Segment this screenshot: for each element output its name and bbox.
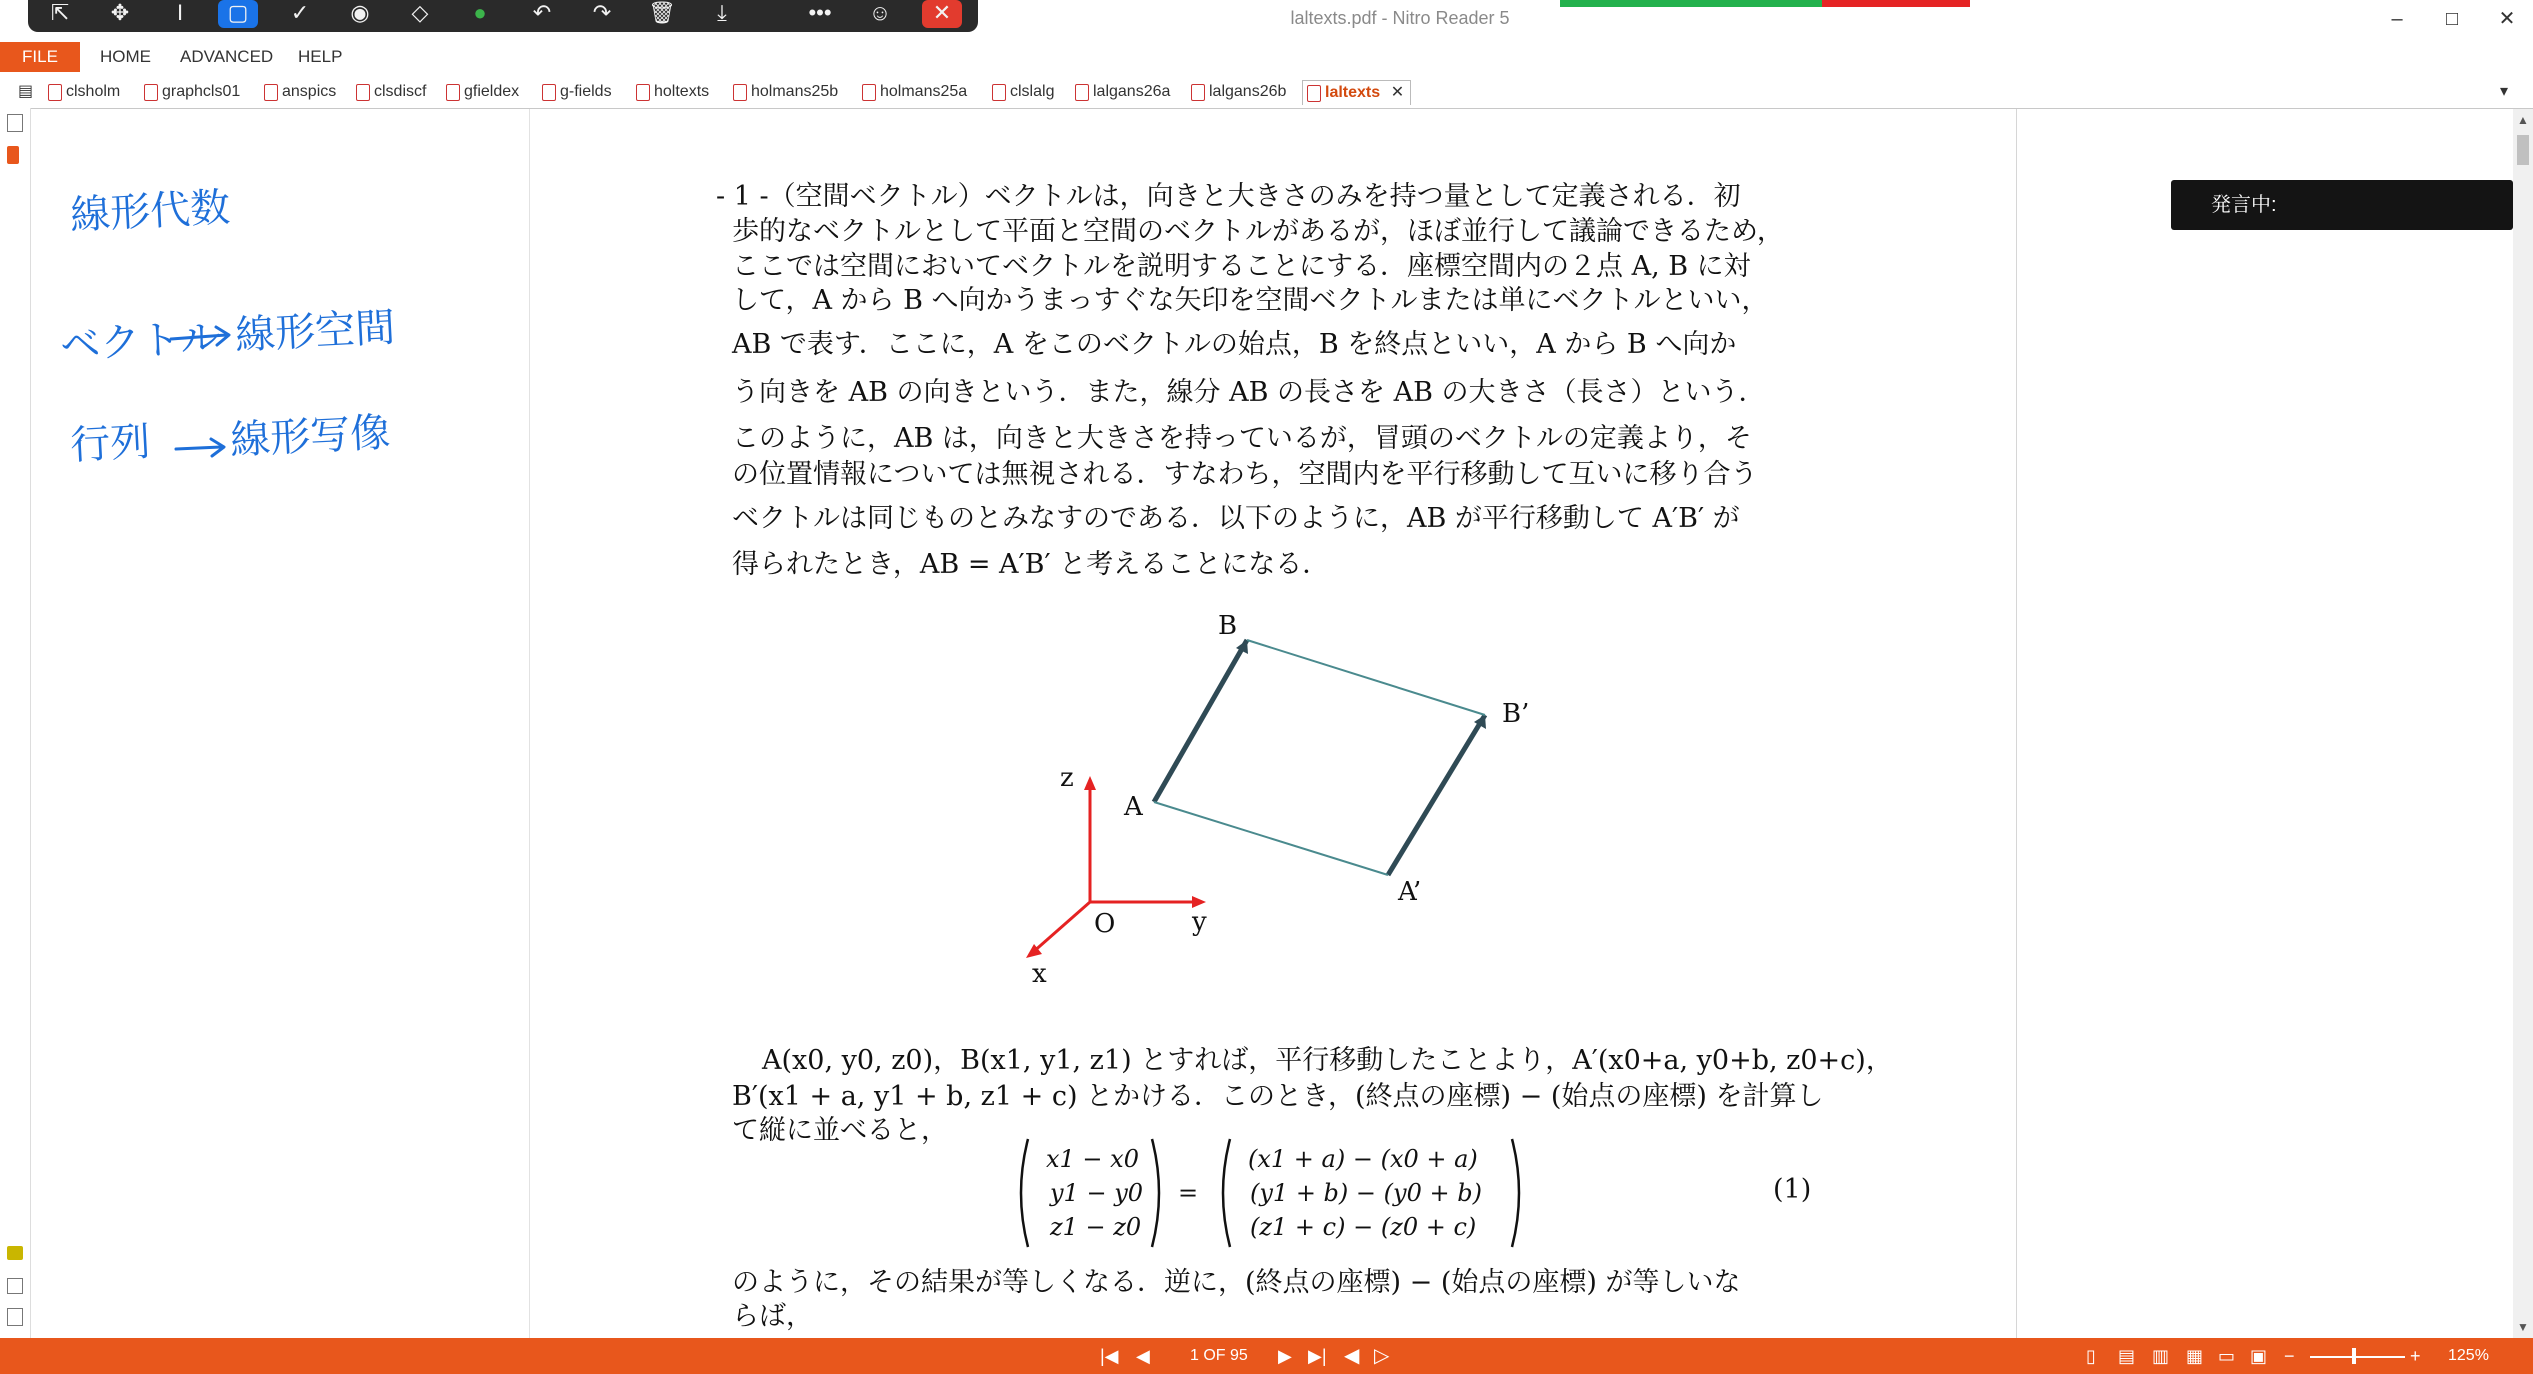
pdf-icon <box>356 84 370 101</box>
tab-label: holmans25a <box>880 83 968 100</box>
text-line: らば， <box>732 1301 813 1332</box>
scroll-up-icon[interactable]: ▲ <box>2517 113 2529 127</box>
pdf-icon <box>636 84 650 101</box>
left-paren-icon <box>1223 1139 1230 1247</box>
tab-label: clslalg <box>1010 83 1055 100</box>
undo-icon[interactable]: ↶ <box>532 0 552 25</box>
layers-panel-icon[interactable] <box>7 1308 23 1326</box>
pages-panel-icon[interactable] <box>7 114 23 132</box>
tab-clsholm[interactable] <box>44 80 120 104</box>
tab-holmans25a[interactable] <box>858 80 967 104</box>
document-tabs <box>0 76 2533 108</box>
vector-a2b2 <box>1388 715 1485 875</box>
left-paren-icon <box>1021 1139 1028 1247</box>
advanced-menu[interactable]: ADVANCED <box>180 47 274 66</box>
attachments-panel-icon[interactable] <box>7 1278 23 1294</box>
single-page-view-icon[interactable]: ▯ <box>2086 1346 2096 1366</box>
tab-clsdiscf[interactable] <box>352 80 426 104</box>
check-icon[interactable]: ✓ <box>290 0 310 25</box>
tab-label: anspics <box>282 83 337 100</box>
zoom-slider[interactable] <box>2310 1356 2405 1358</box>
pdf-icon <box>1075 84 1089 101</box>
label-a: A <box>1124 792 1143 822</box>
tab-holmans25b[interactable] <box>729 80 838 104</box>
forward-view-icon[interactable]: ▷ <box>1374 1345 1390 1367</box>
redo-icon[interactable]: ↷ <box>592 0 612 25</box>
pdf-icon <box>1191 84 1205 101</box>
equals-sign: = <box>1178 1179 1199 1207</box>
tab-label: lalgans26b <box>1209 83 1287 100</box>
tab-overflow-chevron-icon[interactable]: ▾ <box>2500 83 2509 100</box>
fit-width-icon[interactable]: ▭ <box>2218 1346 2236 1366</box>
annotation-toolbar <box>28 0 978 32</box>
handwriting-canvas <box>31 109 529 1338</box>
vertical-scrollbar[interactable] <box>2513 109 2533 1338</box>
status-bar <box>0 1338 2533 1374</box>
first-page-icon[interactable]: |◀ <box>1100 1346 1119 1366</box>
close-window-button[interactable]: ✕ <box>2498 8 2516 30</box>
tab-label: clsholm <box>66 83 121 100</box>
equation-number: (1) <box>1773 1174 1812 1205</box>
progress-green <box>1560 0 1822 7</box>
text-line: B′(x1 + a, y1 + b, z1 + c) とかける．このとき，(終点の座標) − (始点の座標) を計算し <box>732 1081 1824 1112</box>
handwritten-word <box>69 185 231 239</box>
text-line: A(x0, y0, z0)，B(x1, y1, z1) とすれば，平行移動したことより，A′(x0+a, y0+b, z0+c)， <box>762 1045 1893 1076</box>
matrix-left-entry: z1 − z0 <box>1050 1213 1142 1241</box>
text-line: ここでは空間においてベクトルを説明することにする．座標空間内の２点 A, B に対 <box>732 251 1751 282</box>
axes <box>1026 776 1206 958</box>
tab-gfieldex[interactable] <box>442 80 519 104</box>
progress-red <box>1822 0 1970 7</box>
minimize-button[interactable]: – <box>2391 8 2403 30</box>
tab-list-icon[interactable]: ▤ <box>18 83 34 100</box>
text-line: の位置情報については無視される．すなわち，空間内を平行移動して互いに移り合う <box>732 459 1758 490</box>
arrowhead-icon <box>1084 776 1096 790</box>
svg-text:行列: 行列 <box>69 418 152 469</box>
tab-label: clsdiscf <box>374 83 427 100</box>
label-y: y <box>1192 907 1207 937</box>
pdf-icon <box>48 84 62 101</box>
fit-page-icon[interactable]: ▣ <box>2250 1346 2268 1366</box>
home-menu[interactable]: HOME <box>100 47 151 66</box>
facing-continuous-view-icon[interactable]: ▦ <box>2186 1346 2204 1366</box>
text-line: 歩的なベクトルとして平面と空間のベクトルがあるが，ほぼ並行して議論できるため， <box>732 216 1784 247</box>
tab-label: lalgans26a <box>1093 83 1171 100</box>
move-icon[interactable]: ✥ <box>110 0 130 25</box>
next-page-icon[interactable]: ▶ <box>1278 1346 1292 1366</box>
handwritten-word <box>69 419 151 469</box>
tab-label: holtexts <box>654 83 710 100</box>
zoom-slider-thumb[interactable] <box>2352 1348 2356 1364</box>
text-cursor-icon[interactable]: I <box>176 0 184 25</box>
help-menu[interactable]: HELP <box>298 47 343 66</box>
tab-lalgans26a[interactable] <box>1071 80 1170 104</box>
text-line: - 1 -（空間ベクトル）ベクトルは，向きと大きさのみを持つ量として定義される．初 <box>716 181 1741 212</box>
matrix-right-entry: (z1 + c) − (z0 + c) <box>1250 1213 1477 1241</box>
maximize-button[interactable]: □ <box>2445 8 2459 30</box>
text-line: 得られたとき，AB = A′B′ と考えることになる． <box>732 549 1330 580</box>
tab-holtexts[interactable] <box>632 80 709 104</box>
right-panel <box>2019 109 2513 1338</box>
matrix-left-entry: y1 − y0 <box>1050 1179 1144 1207</box>
tab-g-fields[interactable] <box>538 80 612 104</box>
speaking-indicator: 発言中: <box>2171 180 2513 230</box>
edge-bb2 <box>1247 640 1485 715</box>
facing-view-icon[interactable]: ▥ <box>2152 1346 2170 1366</box>
label-a-prime: A’ <box>1398 877 1422 907</box>
pdf-icon <box>446 84 460 101</box>
x-axis <box>1032 902 1090 953</box>
zoom-out-icon[interactable]: − <box>2284 1346 2295 1366</box>
vector-figure <box>990 610 1550 990</box>
svg-text:線形写像: 線形写像 <box>229 409 392 464</box>
handwritten-word <box>59 315 221 369</box>
tab-close-icon[interactable]: ✕ <box>1390 84 1405 101</box>
select-icon[interactable]: ⇱ <box>50 0 70 25</box>
previous-page-icon[interactable]: ◀ <box>1136 1346 1150 1366</box>
stamp-icon[interactable]: ◉ <box>350 0 370 25</box>
text-line: ベクトルは同じものとみなすのである．以下のように，AB が平行移動して A′B′ が <box>732 503 1740 534</box>
tab-lalgans26b[interactable] <box>1187 80 1286 104</box>
svg-text:線形代数: 線形代数 <box>69 184 232 239</box>
tab-graphcls01[interactable] <box>140 80 240 104</box>
close-icon[interactable]: ✕ <box>922 0 962 28</box>
pdf-icon <box>144 84 158 101</box>
pdf-icon <box>1307 85 1321 102</box>
tab-label: gfieldex <box>464 83 520 100</box>
text-line: て縦に並べると， <box>732 1115 948 1146</box>
tab-anspics[interactable] <box>260 80 336 104</box>
handwritten-word <box>229 410 391 464</box>
zoom-in-icon[interactable]: + <box>2410 1346 2421 1366</box>
left-panel-strip <box>0 108 31 1338</box>
text-line: のように，その結果が等しくなる．逆に，(終点の座標) − (始点の座標) が等しいな <box>732 1267 1741 1298</box>
svg-text:線形空間: 線形空間 <box>234 304 397 359</box>
download-icon[interactable]: ⤓ <box>717 0 727 25</box>
label-x: x <box>1032 959 1047 989</box>
tab-laltexts[interactable] <box>1302 80 1411 105</box>
tab-label: holmans25b <box>751 83 839 100</box>
pdf-icon <box>542 84 556 101</box>
tab-label: g-fields <box>560 83 612 100</box>
parallelogram <box>1154 640 1486 875</box>
handwritten-word <box>234 305 396 359</box>
arrow-icon <box>176 439 224 456</box>
pdf-icon <box>264 84 278 101</box>
svg-text:ベクトル: ベクトル <box>59 314 222 369</box>
comments-panel-icon[interactable] <box>7 1246 23 1260</box>
tab-clslalg[interactable] <box>988 80 1054 104</box>
right-paren-icon <box>1152 1139 1159 1247</box>
scroll-down-icon[interactable]: ▼ <box>2517 1320 2529 1334</box>
edge-aa2 <box>1154 802 1388 875</box>
text-line: して，A から B へ向かうまっすぐな矢印を空間ベクトルまたは単にベクトルといい， <box>732 285 1769 316</box>
label-b-prime: B’ <box>1502 699 1530 729</box>
text-line: このように，AB は，向きと大きさを持っているが，冒頭のベクトルの定義より，そ <box>732 423 1752 454</box>
tab-label: laltexts <box>1325 84 1381 101</box>
label-z: z <box>1060 763 1074 793</box>
bookmarks-panel-icon[interactable] <box>7 146 19 164</box>
rectangle-icon[interactable]: ▢ <box>218 0 258 28</box>
menu-bar <box>0 42 2533 72</box>
tab-label: graphcls01 <box>162 83 241 100</box>
equation-1 <box>1010 1135 1530 1255</box>
continuous-view-icon[interactable]: ▤ <box>2118 1346 2136 1366</box>
text-line: う向きを AB の向きという．また，線分 AB の長さを AB の大きさ（長さ）という． <box>732 377 1766 408</box>
pdf-icon <box>862 84 876 101</box>
pdf-icon <box>733 84 747 101</box>
right-paren-icon <box>1512 1139 1519 1247</box>
matrix-right-entry: (x1 + a) − (x0 + a) <box>1248 1145 1478 1173</box>
pdf-icon <box>992 84 1006 101</box>
vector-ab <box>1154 640 1247 802</box>
eraser-icon[interactable]: ◇ <box>411 0 429 25</box>
handwritten-notes-panel[interactable] <box>31 109 530 1338</box>
person-icon[interactable]: ☺ <box>868 0 892 25</box>
text-line: AB で表す．ここに，A をこのベクトルの始点，B を終点といい，A から B へ向か <box>732 329 1737 360</box>
page-indicator[interactable]: 1 OF 95 <box>1190 1347 1248 1364</box>
label-origin: O <box>1094 909 1116 939</box>
file-menu[interactable]: FILE <box>0 42 80 72</box>
trash-icon[interactable]: 🗑 <box>648 0 676 25</box>
more-icon[interactable]: ••• <box>808 0 832 25</box>
label-b: B <box>1218 611 1238 641</box>
matrix-right-entry: (y1 + b) − (y0 + b) <box>1250 1179 1482 1207</box>
scrollbar-thumb[interactable] <box>2517 135 2529 165</box>
green-dot-icon[interactable]: ● <box>473 0 487 25</box>
last-page-icon[interactable]: ▶| <box>1308 1346 1327 1366</box>
matrix-left-entry: x1 − x0 <box>1046 1145 1139 1173</box>
back-view-icon[interactable]: ◀ <box>1344 1345 1360 1367</box>
window-title: laltexts.pdf - Nitro Reader 5 <box>1290 8 1510 28</box>
zoom-level[interactable]: 125% <box>2448 1347 2489 1364</box>
